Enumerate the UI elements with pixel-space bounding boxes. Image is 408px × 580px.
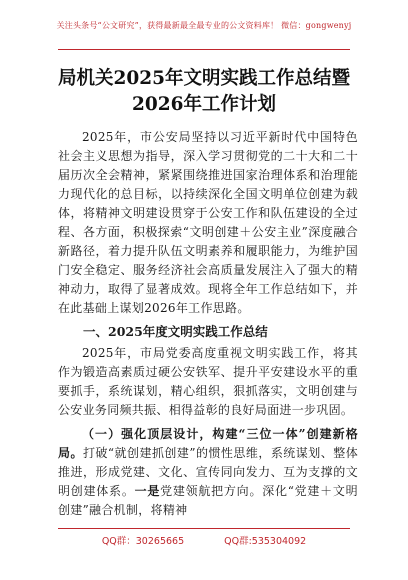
page-footer [0, 533, 408, 551]
document-body [58, 128, 358, 520]
section-paragraph: 2025年，市局党委高度重视文明实践工作，将其作为锻造高素质过硬公安铁军、提升平安建设水平的重要抓手，系统谋划，精心组织，狠抓落实，文明创建与公安业务同频共振、相得益彰的良好局面进一步巩固。 [58, 346, 358, 417]
subsection-paragraph [58, 425, 358, 520]
intro-paragraph: 2025年，市公安局坚持以习近平新时代中国特色社会主义思想为指导，深入学习贯彻党的二十大和二十届历次全会精神，紧紧围绕推进国家治理体系和治理能力现代化的总目标，以持续深化全国文明单位创建为载体，将精神文明建设贯穿于公安工作和队伍建设的全过程、各方面，积极探索“文明创建＋公安主业”深度融合新路径，着力提升队伍文明素养和履职能力，为维护国门安全稳定、服务经济社会高质量发展注入了强大的精神动力，取得了显著成效。现将全年工作总结如下，并在此基础上谋划2026年工作思路。 [58, 130, 358, 315]
header-promo-text: 关注头条号“公文研究”，获得最新最全最专业的公文资料库！ 微信：gongwenyj [56, 20, 352, 30]
header-divider [58, 49, 350, 50]
document-title: 局机关2025年文明实践工作总结暨2026年工作计划 [58, 68, 350, 115]
footer-qq-group-1: QQ群：30265665 [101, 536, 185, 547]
subsection-text: 打破“就创建抓创建”的惯性思维，系统谋划、整体推进，形成党建、文化、宣传同向发力、互为支撑的文明创建体系。 [58, 446, 358, 498]
subsection-heading: （一）强化顶层设计，构建“三位一体”创建新格局。 [58, 427, 358, 460]
subsection-text-continued: 党建领航把方向。深化“党建＋文明创建”融合机制，将精神 [58, 484, 358, 517]
footer-qq-group-2: QQ群:535304092 [224, 536, 307, 547]
section-heading: 一、2025年度文明实践工作总结 [83, 324, 268, 339]
footer-divider [58, 528, 350, 529]
page-header [0, 0, 408, 50]
subsection-bold-marker: 一是 [134, 484, 161, 498]
